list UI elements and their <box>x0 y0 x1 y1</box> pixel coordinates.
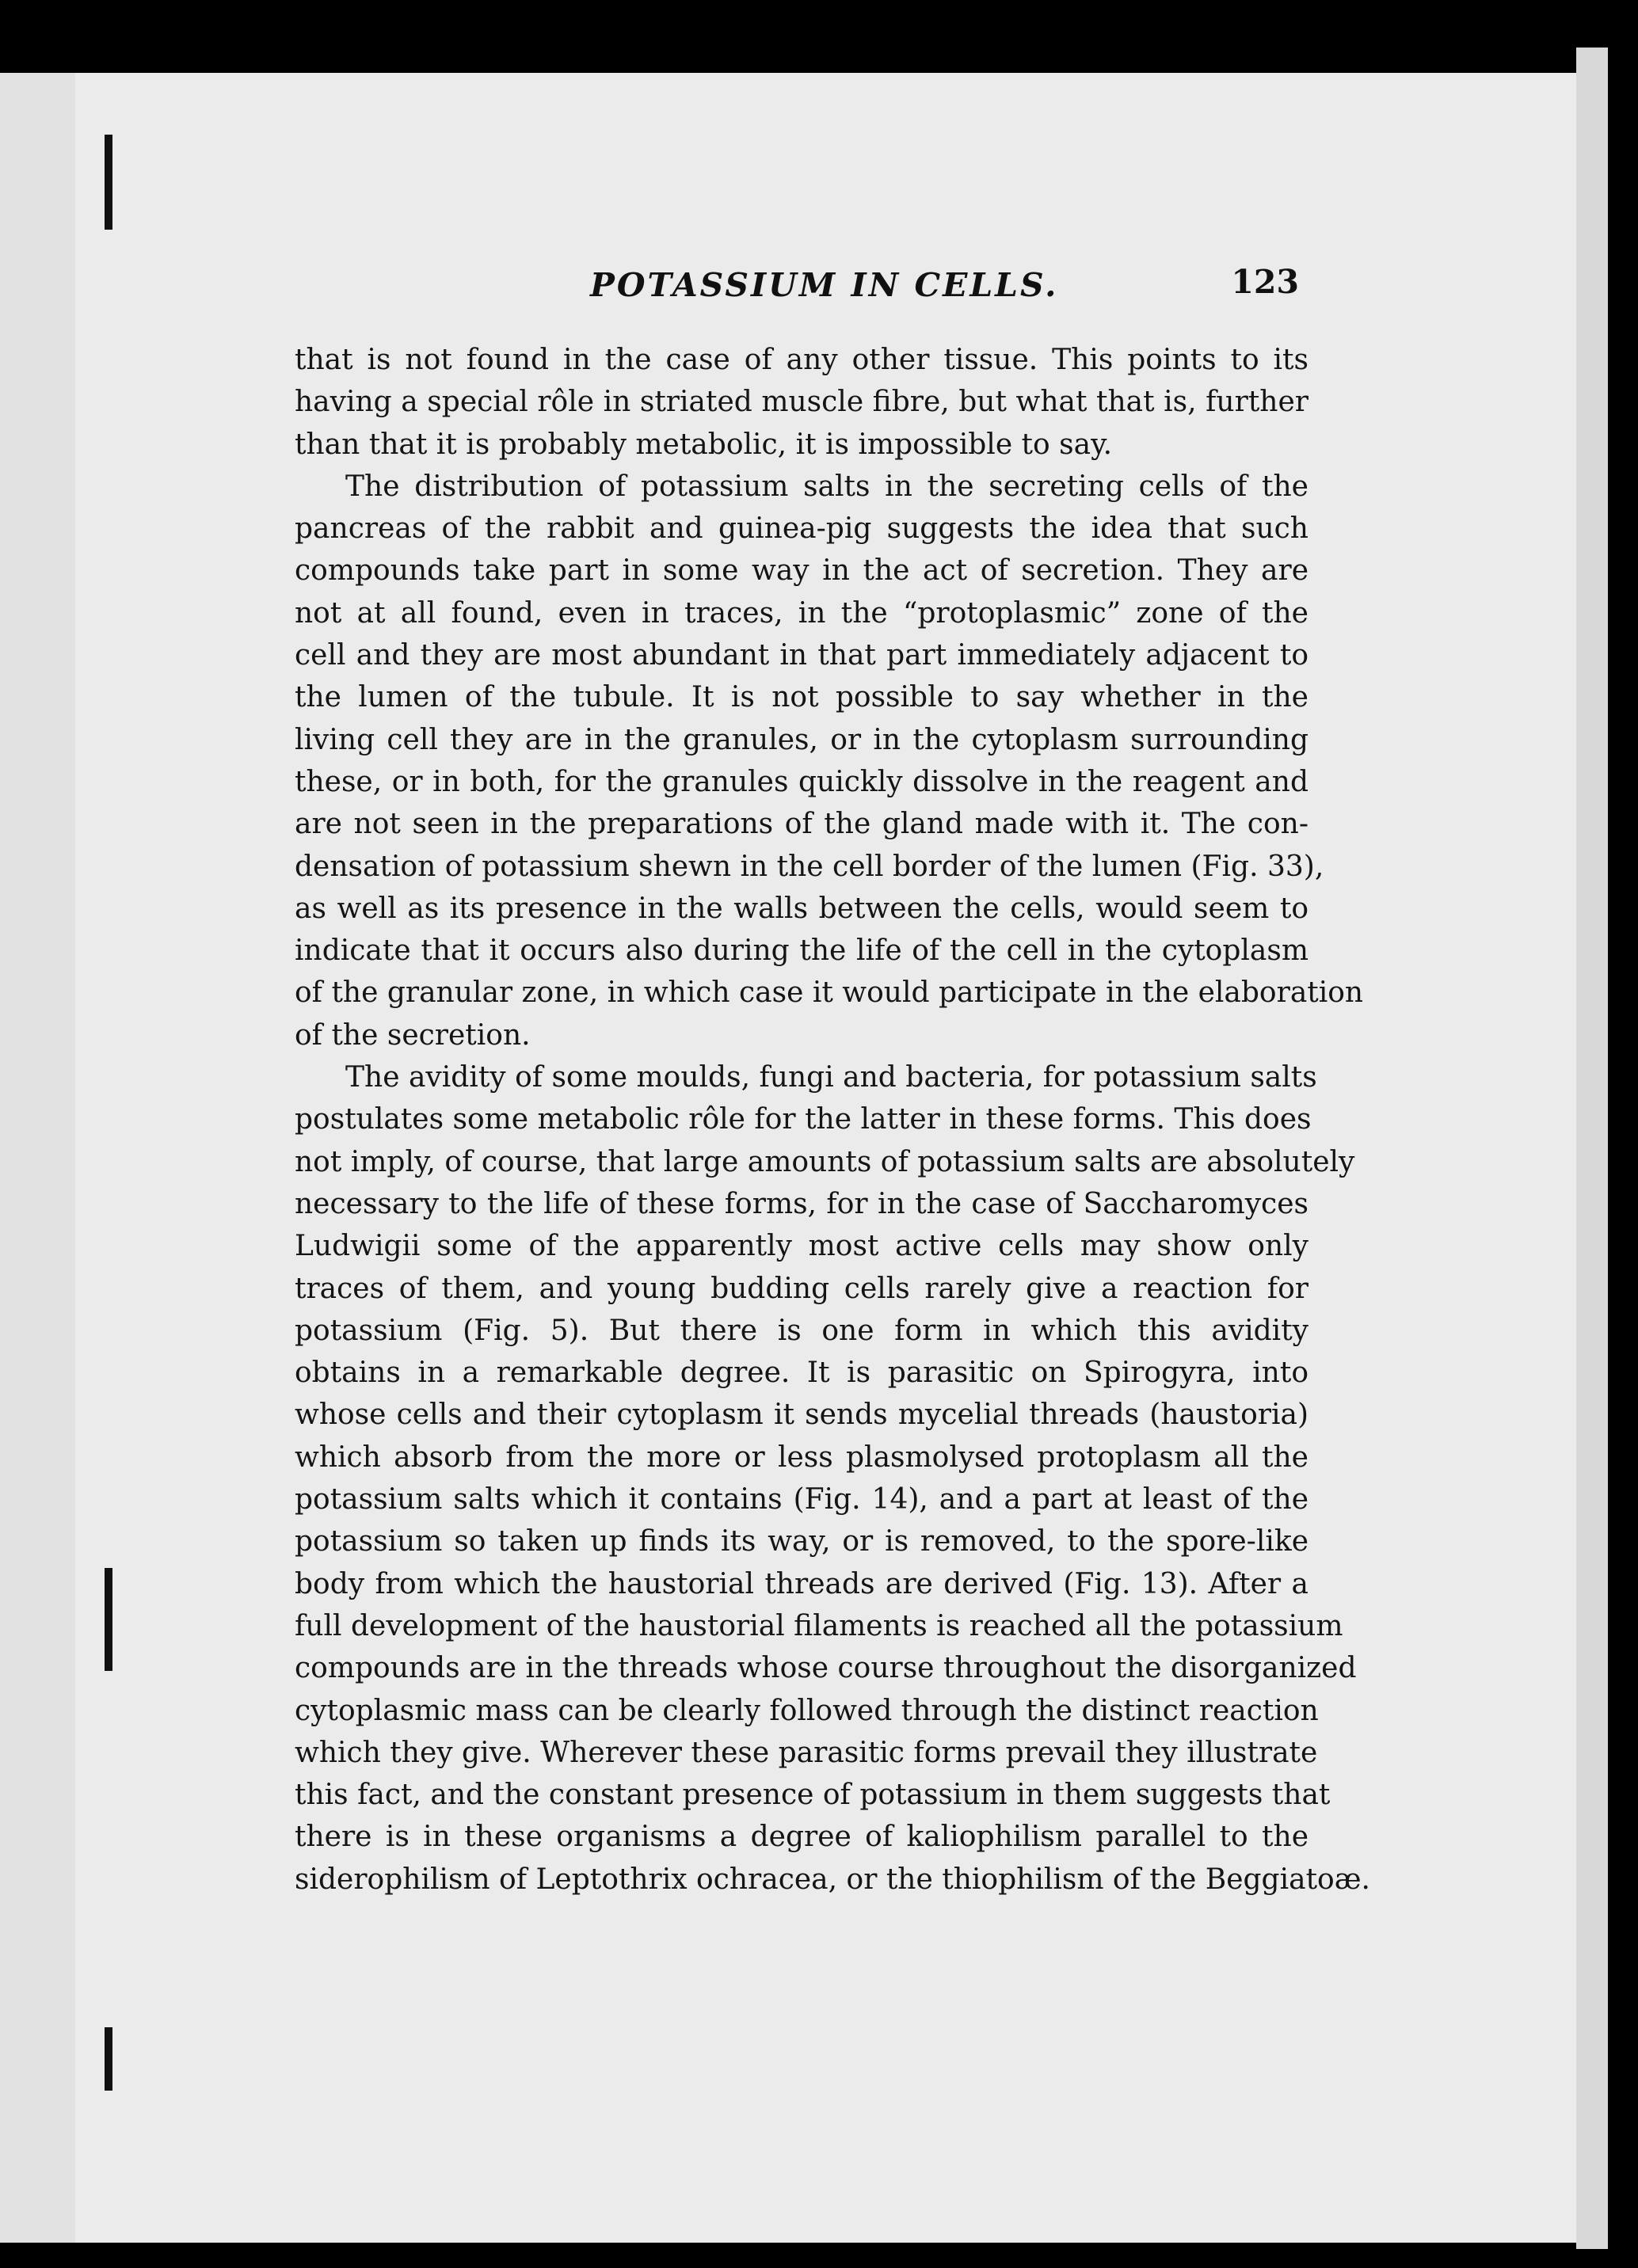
text-line: whose cells and their cytoplasm it sends mycelial threads (haustoria) <box>295 1398 1308 1432</box>
gutter-shadow-mark <box>105 2027 112 2091</box>
text-line: cell and they are most abundant in that part immediately adjacent to <box>295 639 1308 672</box>
text-line: traces of them, and young budding cells rarely give a reaction for <box>295 1272 1308 1305</box>
text-line: than that it is probably metabolic, it is impossible to say. <box>295 428 1113 461</box>
text-line: there is in these organisms a degree of kaliophilism parallel to the <box>295 1821 1308 1854</box>
text-line: of the secretion. <box>295 1018 531 1052</box>
text-line: siderophilism of Leptothrix ochracea, or the thiophilism of the Beggiatoæ. <box>295 1863 1370 1896</box>
page-edge-right <box>1576 48 1608 2249</box>
text-line: which absorb from the more or less plasmolysed protoplasm all the <box>295 1440 1308 1474</box>
text-line: that is not found in the case of any other tissue. This points to its <box>295 344 1308 376</box>
text-line: obtains in a remarkable degree. It is parasitic on Spirogyra, into <box>295 1357 1308 1390</box>
text-line: not at all found, even in traces, in the “protoplasmic” zone of the <box>295 596 1308 630</box>
text-line: of the granular zone, in which case it would participate in the elaboration <box>295 976 1364 1010</box>
text-line: potassium (Fig. 5). But there is one form in which this avidity <box>295 1314 1308 1347</box>
text-line: densation of potassium shewn in the cell border of the lumen (Fig. 33), <box>295 850 1324 883</box>
body-text <box>295 339 1370 1901</box>
text-line: potassium so taken up finds its way, or is removed, to the spore-like <box>295 1525 1308 1558</box>
text-line: as well as its presence in the walls between the cells, would seem to <box>295 892 1308 925</box>
gutter-shadow-mark <box>105 135 112 230</box>
text-line: The distribution of potassium salts in the secreting cells of the <box>345 470 1308 503</box>
text-line: cytoplasmic mass can be clearly followed through the distinct reaction <box>295 1694 1319 1727</box>
text-line: postulates some metabolic rôle for the latter in these forms. This does <box>295 1103 1312 1136</box>
text-line: living cell they are in the granules, or in the cytoplasm surrounding <box>295 723 1308 756</box>
text-line: body from which the haustorial threads are derived (Fig. 13). After a <box>295 1567 1308 1600</box>
text-line: The avidity of some moulds, fungi and bacteria, for potassium salts <box>345 1061 1317 1094</box>
text-line: are not seen in the preparations of the gland made with it. The con- <box>295 808 1308 841</box>
text-line: indicate that it occurs also during the life of the cell in the cytoplasm <box>295 934 1308 968</box>
text-line: which they give. Wherever these parasitic forms prevail they illustrate <box>295 1736 1318 1769</box>
page-number: 123 <box>1231 263 1299 301</box>
text-line: these, or in both, for the granules quickly dissolve in the reagent and <box>295 765 1308 798</box>
facing-page-edge <box>0 73 79 2243</box>
text-line: necessary to the life of these forms, for in the case of Saccharomyces <box>295 1187 1308 1220</box>
running-head: POTASSIUM IN CELLS. <box>590 266 1059 304</box>
text-line: compounds take part in some way in the act of secretion. They are <box>295 554 1308 588</box>
text-line: this fact, and the constant presence of potassium in them suggests that <box>295 1779 1331 1812</box>
text-line: not imply, of course, that large amounts of potassium salts are absolutely <box>295 1145 1355 1178</box>
text-line: potassium salts which it contains (Fig. 14), and a part at least of the <box>295 1483 1308 1516</box>
text-line: having a special rôle in striated muscle fibre, but what that is, further <box>295 386 1308 419</box>
text-line: Ludwigii some of the apparently most active cells may show only <box>295 1230 1308 1263</box>
text-line: the lumen of the tubule. It is not possible to say whether in the <box>295 681 1308 714</box>
page-header <box>293 263 1299 314</box>
text-line: full development of the haustorial filaments is reached all the potassium <box>295 1609 1343 1642</box>
gutter-shadow-mark <box>105 1568 112 1671</box>
text-line: pancreas of the rabbit and guinea-pig suggests the idea that such <box>295 512 1308 546</box>
text-line: compounds are in the threads whose course throughout the disorganized <box>295 1652 1357 1685</box>
